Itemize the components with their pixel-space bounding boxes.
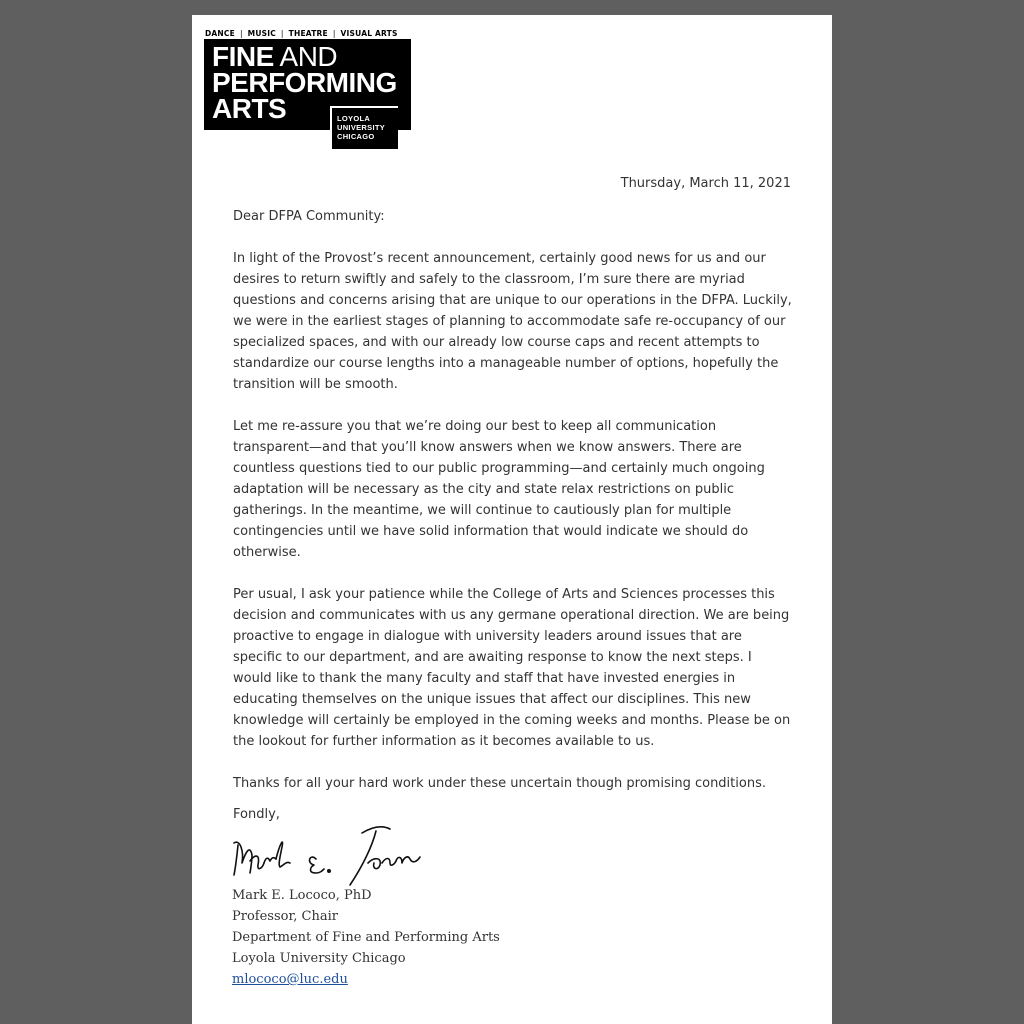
sender-name: Mark E. Lococo, PhD <box>232 888 372 903</box>
logo-word-fine: FINE <box>212 41 274 72</box>
logo-discipline-visual-arts: VISUAL ARTS <box>340 29 398 38</box>
thanks-line: Thanks for all your hard work under these uncertain though promising conditions. <box>233 776 766 791</box>
sender-department: Department of Fine and Performing Arts <box>232 930 500 945</box>
paragraph-1: In light of the Provost’s recent announcement, certainly good news for us and our desires to return swiftly and safely to the classroom, I’m sure there are myriad questions and concerns arising that are unique to our operations in the DFPA. Luckily, we were in the earliest stages of planning to accommodate safe re-occupancy of our specialized spaces, and with our already low course caps and recent attempts to standardize our course lengths into a manageable number of options, hopefully the transition will be smooth. <box>233 251 792 392</box>
fine-and-performing-arts-logo <box>204 27 414 151</box>
logo-discipline-theatre: THEATRE <box>288 29 328 38</box>
logo-line-2: PERFORMING <box>212 67 397 98</box>
paragraph-2: Let me re-assure you that we’re doing our best to keep all communication transparent—and that you’ll know answers when we know answers. There are countless questions tied to our public programming—and certainly much ongoing adaptation will be necessary as the city and state relax restrictions on public gatherings. In the meantime, we will continue to cautiously plan for multiple contingencies until we have solid information that would indicate we should do otherwise. <box>233 419 765 560</box>
paragraph-3: Per usual, I ask your patience while the College of Arts and Sciences processes this decision and communicates with us any germane operational direction. We are being proactive to engage in dialogue with university leaders around issues that are specific to our department, and are awaiting response to know the next steps. I would like to thank the many faculty and staff that have invested energies in educating themselves on the unique issues that affect our disciplines. This new knowledge will certainly be employed in the coming weeks and months. Please be on the lookout for further information as it becomes available to us. <box>233 587 791 749</box>
signature-block <box>232 885 732 990</box>
logo-discipline-music: MUSIC <box>247 29 276 38</box>
logo-disciplines: DANCE | MUSIC | THEATRE | VISUAL ARTS <box>205 29 398 38</box>
salutation: Dear DFPA Community: <box>233 209 385 224</box>
logo-university-line-1: LOYOLA <box>337 114 371 123</box>
sender-email-link[interactable]: mlococo@luc.edu <box>232 972 348 987</box>
sender-title: Professor, Chair <box>232 909 338 924</box>
logo-university-tab <box>330 106 398 149</box>
closing: Fondly, <box>233 807 280 822</box>
logo-university-line-2: UNIVERSITY <box>337 123 386 132</box>
letter-date: Thursday, March 11, 2021 <box>620 176 791 191</box>
sender-institution: Loyola University Chicago <box>232 951 406 966</box>
logo-university-line-3: CHICAGO <box>337 132 375 141</box>
logo-line-3: ARTS <box>212 93 287 124</box>
letter-page <box>192 15 832 1024</box>
logo-word-and: AND <box>273 41 338 72</box>
handwritten-signature <box>232 823 428 889</box>
logo-discipline-dance: DANCE <box>205 29 235 38</box>
letter-body <box>233 206 793 825</box>
